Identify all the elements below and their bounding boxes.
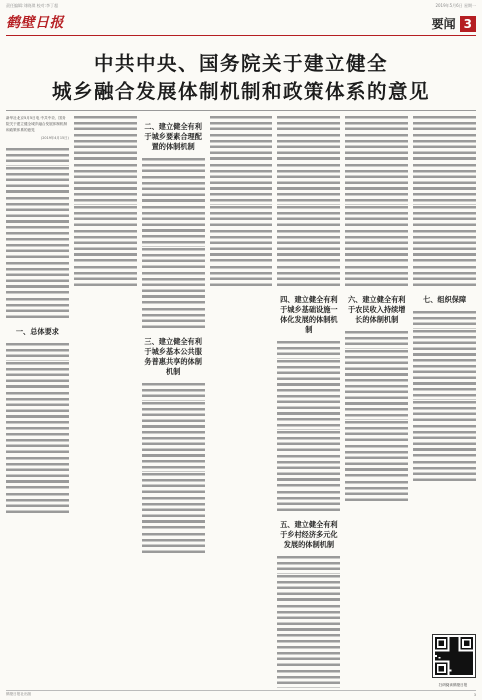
- body-text-block: [413, 116, 476, 289]
- editor-credit: 责任编辑:刘晓琪 校对:李丁超: [6, 3, 58, 8]
- body-text-block: [277, 116, 340, 289]
- body-text-block: [345, 331, 408, 504]
- section-heading-7: 七、组织保障: [423, 295, 467, 305]
- column-5: [277, 116, 340, 688]
- newspaper-logo: 鹤壁日报: [6, 15, 64, 31]
- body-text-block: [413, 311, 476, 484]
- article-body: [6, 116, 476, 688]
- qr-code: [432, 634, 476, 678]
- body-text-block: [142, 383, 205, 556]
- section-heading-1: 一、总体要求: [15, 327, 59, 337]
- body-text-block: [6, 343, 69, 516]
- column-4: [210, 116, 273, 688]
- body-text-block: [210, 116, 273, 289]
- section-label: [432, 15, 476, 32]
- page-number-badge: 3: [460, 16, 476, 32]
- column-2: [74, 116, 137, 688]
- headline-line-2: 城乡融合发展体制机制和政策体系的意见: [51, 80, 430, 103]
- column-7: [413, 116, 476, 688]
- body-text-block: [142, 158, 205, 331]
- column-6: [345, 116, 408, 688]
- footer-publisher: 鹤壁日报社出版: [6, 692, 32, 696]
- section-heading-2: 二、建立健全有利于城乡要素合理配置的体制机制: [144, 122, 202, 151]
- column-1: [6, 116, 69, 688]
- body-text-block: [277, 341, 340, 514]
- footer-page-number: 3: [473, 692, 476, 697]
- headline-divider: [6, 110, 476, 111]
- masthead: [6, 10, 476, 36]
- body-text-block: [6, 148, 69, 321]
- headline-line-1: 中共中央、国务院关于建立健全: [93, 52, 388, 75]
- page-footer: [6, 690, 476, 698]
- body-text-block: [345, 116, 408, 289]
- top-info-line: [6, 2, 476, 10]
- body-text-block: [277, 556, 340, 688]
- qr-code-icon: [435, 637, 473, 675]
- main-headline: [10, 50, 472, 106]
- section-heading-5: 五、建立健全有利于乡村经济多元化发展的体制机制: [280, 520, 338, 550]
- issue-date: 2019年5月6日 星期一: [435, 3, 476, 8]
- section-heading-6: 六、建立健全有利于农民收入持续增长的体制机制: [347, 295, 406, 325]
- qr-caption: 扫码阅读鹤壁日报: [438, 683, 468, 687]
- dateline: 新华社北京5月5日电 中共中央、国务院关于建立健全城乡融合发展体制机制和政策体系的意见: [6, 116, 68, 132]
- section-heading-3: 三、建立健全有利于城乡基本公共服务普惠共享的体制机制: [144, 337, 202, 377]
- section-heading-4: 四、建立健全有利于城乡基础设施一体化发展的体制机制: [280, 295, 338, 335]
- section-name: 要闻: [431, 17, 456, 31]
- document-date: (2019年4月15日): [40, 136, 69, 141]
- body-text-block: [74, 116, 137, 289]
- column-3: [142, 116, 205, 688]
